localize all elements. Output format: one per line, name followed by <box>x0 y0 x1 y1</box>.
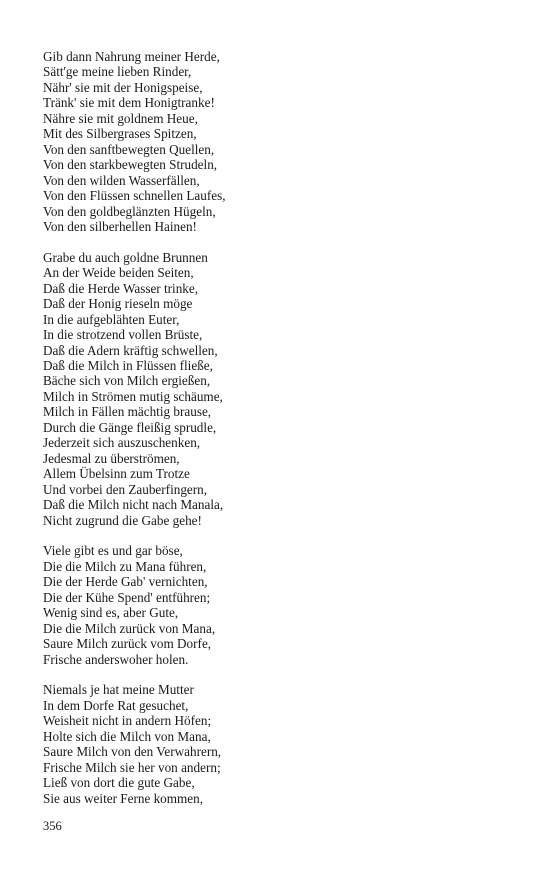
verse-line: In die aufgeblähten Euter, <box>43 311 180 327</box>
verse-line: Die die Milch zu Mana führen, <box>43 558 207 574</box>
verse-line: Holte sich die Milch von Mana, <box>43 728 211 744</box>
verse-line: Von den sanftbewegten Quellen, <box>43 141 215 157</box>
verse-line: Tränk' sie mit dem Honigtranke! <box>43 95 215 111</box>
verse-line: In die strotzend vollen Brüste, <box>43 327 203 343</box>
poem-body <box>43 49 513 821</box>
verse-line: Ließ von dort die gute Gabe, <box>43 775 195 791</box>
verse-line: Daß die Milch nicht nach Manala, <box>43 497 224 513</box>
verse-line: Sie aus weiter Ferne kommen, <box>43 790 204 806</box>
verse-line: Saure Milch zurück vom Dorfe, <box>43 636 212 652</box>
verse-line: In dem Dorfe Rat gesuchet, <box>43 697 189 713</box>
verse-line: Grabe du auch goldne Brunnen <box>43 249 208 265</box>
stanza-2 <box>43 250 513 528</box>
verse-line: Daß die Milch in Flüssen fließe, <box>43 358 213 373</box>
verse-line: Jedesmal zu überströmen, <box>43 450 180 466</box>
verse-line: Weisheit nicht in andern Höfen; <box>43 713 212 729</box>
verse-line: Durch die Gänge fleißig sprudle, <box>43 419 217 435</box>
verse-line: Daß der Honig rieseln möge <box>43 296 193 312</box>
verse-line: Niemals je hat meine Mutter <box>43 682 194 698</box>
verse-line: Allem Übelsinn zum Trotze <box>43 466 190 482</box>
verse-line: Daß die Herde Wasser trinke, <box>43 280 199 296</box>
stanza-1 <box>43 49 513 234</box>
verse-line: Die der Kühe Spend' entführen; <box>43 589 211 605</box>
stanza-3 <box>43 543 513 667</box>
verse-line: Von den goldbeglänzten Hügeln, <box>43 203 216 219</box>
verse-line: Mit des Silbergrases Spitzen, <box>43 126 197 142</box>
verse-line: Milch in Fällen mächtig brause, <box>43 404 212 420</box>
verse-line: Viele gibt es und gar böse, <box>43 543 183 559</box>
verse-line: Die die Milch zurück von Mana, <box>43 620 216 636</box>
verse-line: Frische anderswoher holen. <box>43 651 189 667</box>
verse-line: Von den silberhellen Hainen! <box>43 218 197 234</box>
verse-line: Wenig sind es, aber Gute, <box>43 605 179 621</box>
verse-line: Bäche sich von Milch ergießen, <box>43 373 211 389</box>
verse-line: Nähre sie mit goldnem Heue, <box>43 110 198 126</box>
verse-line: Saure Milch von den Verwahrern, <box>43 744 222 760</box>
verse-line: Von den Flüssen schnellen Laufes, <box>43 188 226 204</box>
page-number: 356 <box>43 819 62 833</box>
verse-line: Gib dann Nahrung meiner Herde, <box>43 49 220 64</box>
verse-line: Frische Milch sie her von andern; <box>43 759 221 775</box>
stanza-4 <box>43 682 513 806</box>
verse-line: Nähr' sie mit der Honigspeise, <box>43 79 203 95</box>
verse-line: An der Weide beiden Seiten, <box>43 265 194 281</box>
verse-line: Milch in Strömen mutig schäume, <box>43 388 223 404</box>
verse-line: Von den wilden Wasserfällen, <box>43 172 200 188</box>
verse-line: Und vorbei den Zauberfingern, <box>43 481 208 497</box>
verse-line: Nicht zugrund die Gabe gehe! <box>43 512 202 528</box>
verse-line: Sätt'ge meine lieben Rinder, <box>43 64 192 80</box>
verse-line: Von den starkbewegten Strudeln, <box>43 157 218 173</box>
verse-line: Daß die Adern kräftig schwellen, <box>43 342 218 358</box>
verse-line: Jederzeit sich auszuschenken, <box>43 435 201 451</box>
verse-line: Die der Herde Gab' vernichten, <box>43 574 208 590</box>
